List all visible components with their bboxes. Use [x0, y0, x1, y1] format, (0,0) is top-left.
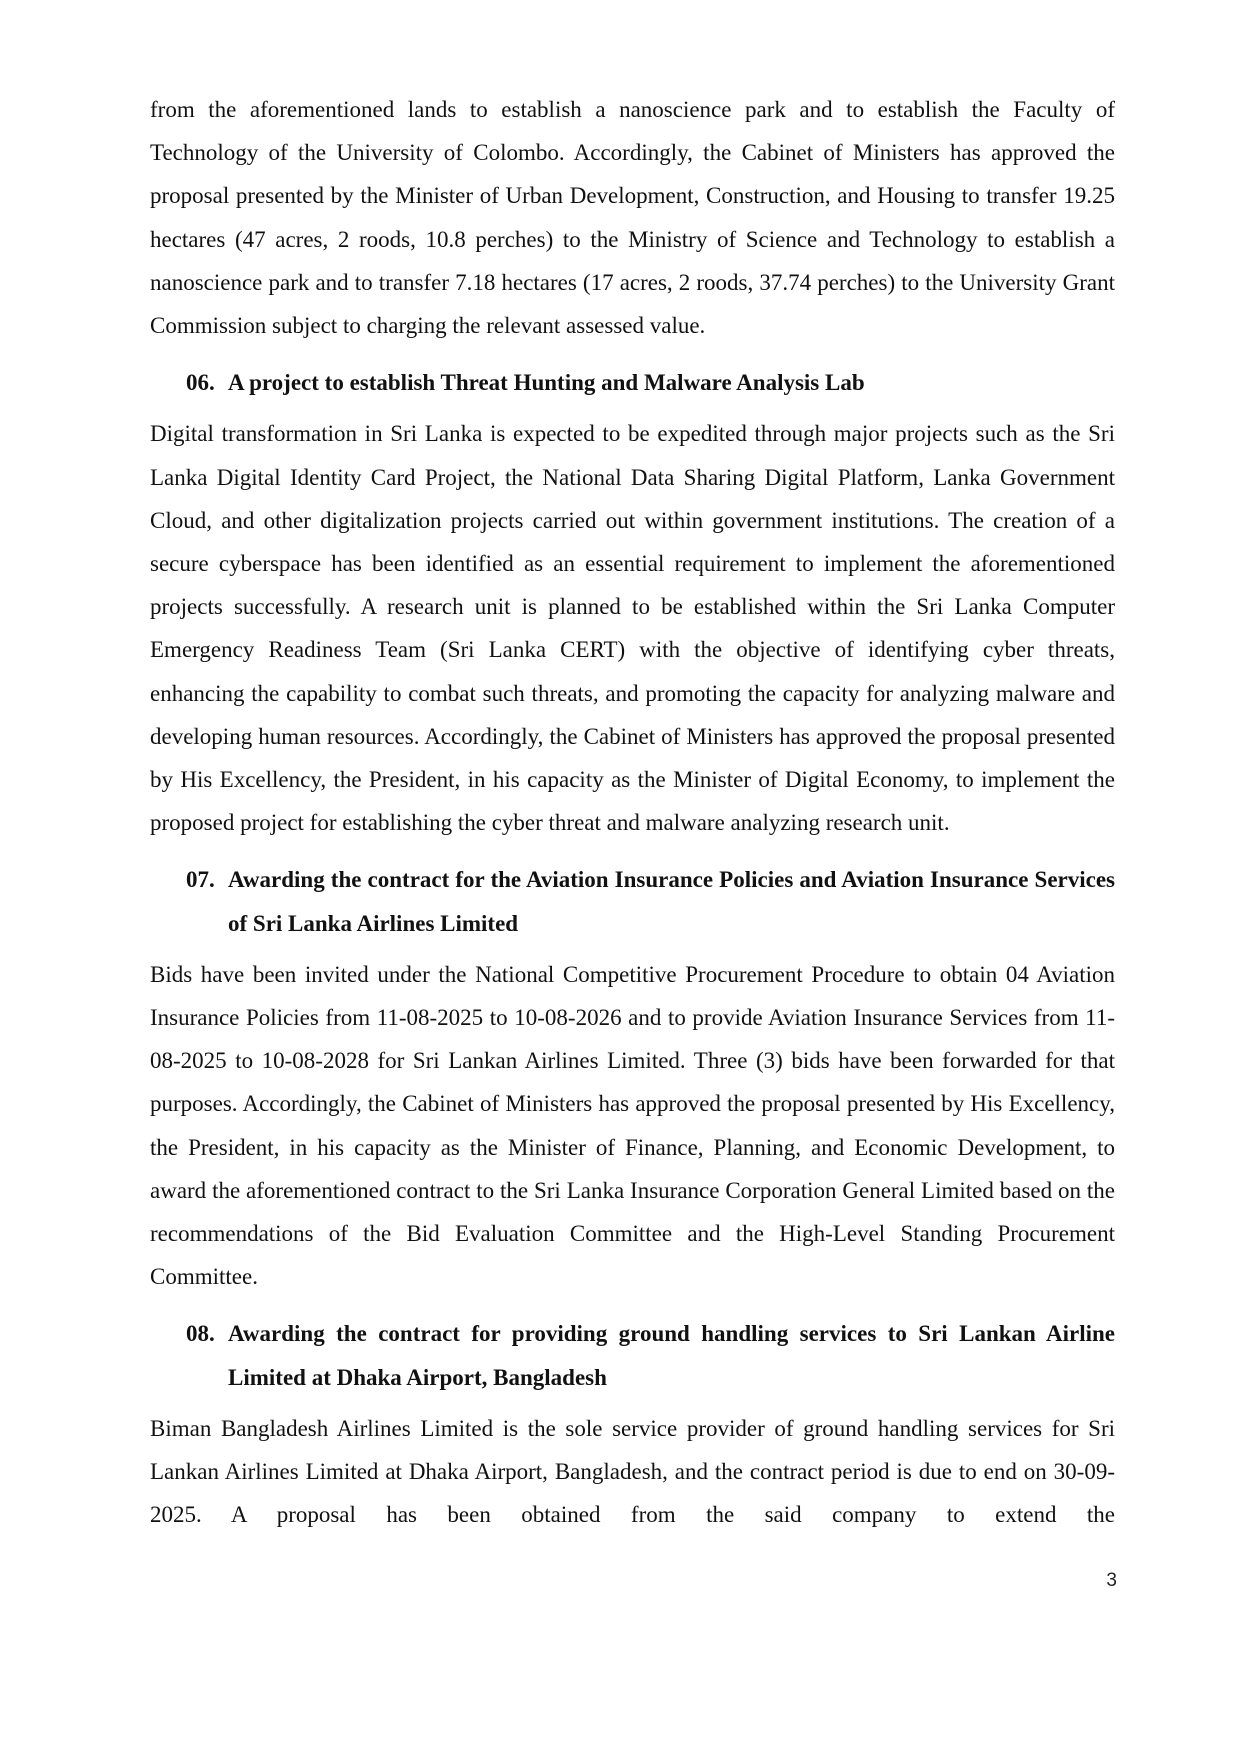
- section-06-number: 06.: [186, 370, 215, 396]
- section-06-title: A project to establish Threat Hunting and Malware Analysis Lab: [228, 370, 865, 396]
- document-page: [150, 88, 1115, 1551]
- section-07-body: Bids have been invited under the National Competitive Procurement Procedure to obtain 04 Aviation Insurance Policies from 11-08-2025 to 10-08-2026 and to provide Aviation Insurance Services from 11-08-2025 to 10-08-2028 for Sri Lankan Airlines Limited. Three (3) bids have been forwarded for that purposes. Accordingly, the Cabinet of Ministers has approved the proposal presented by His Excellency, the President, in his capacity as the Minister of Finance, Planning, and Economic Development, to award the aforementioned contract to the Sri Lanka Insurance Corporation General Limited based on the recommendations of the Bid Evaluation Committee and the High-Level Standing Procurement Committee.: [150, 961, 1115, 1290]
- section-08-title: Awarding the contract for providing ground handling services to Sri Lankan Airline Limited at Dhaka Airport, Bangladesh: [228, 1321, 1115, 1390]
- section-06-heading: [186, 361, 1115, 404]
- section-07-number: 07.: [186, 867, 215, 893]
- section-07-heading: [186, 858, 1115, 944]
- section-08-heading: [186, 1312, 1115, 1398]
- section-07-title: Awarding the contract for the Aviation Insurance Policies and Aviation Insurance Services of Sri Lanka Airlines Limited: [228, 867, 1115, 936]
- section-08-body: Biman Bangladesh Airlines Limited is the sole service provider of ground handling services for Sri Lankan Airlines Limited at Dhaka Airport, Bangladesh, and the contract period is due to end on 30-09-2025. A proposal has been obtained from the said company to extend the: [150, 1415, 1115, 1528]
- section-08-number: 08.: [186, 1321, 215, 1347]
- intro-paragraph: from the aforementioned lands to establish a nanoscience park and to establish the Faculty of Technology of the University of Colombo. Accordingly, the Cabinet of Ministers has approved the proposal presented by the Minister of Urban Development, Construction, and Housing to transfer 19.25 hectares (47 acres, 2 roods, 10.8 perches) to the Ministry of Science and Technology to establish a nanoscience park and to transfer 7.18 hectares (17 acres, 2 roods, 37.74 perches) to the University Grant Commission subject to charging the relevant assessed value.: [150, 97, 1115, 339]
- section-06-body: Digital transformation in Sri Lanka is expected to be expedited through major projects such as the Sri Lanka Digital Identity Card Project, the National Data Sharing Digital Platform, Lanka Government Cloud, and other digitalization projects carried out within government institutions. The creation of a secure cyberspace has been identified as an essential requirement to implement the aforementioned projects successfully. A research unit is planned to be established within the Sri Lanka Computer Emergency Readiness Team (Sri Lanka CERT) with the objective of identifying cyber threats, enhancing the capability to combat such threats, and promoting the capacity for analyzing malware and developing human resources. Accordingly, the Cabinet of Ministers has approved the proposal presented by His Excellency, the President, in his capacity as the Minister of Digital Economy, to implement the proposed project for establishing the cyber threat and malware analyzing research unit.: [150, 421, 1115, 836]
- page-number: 3: [1106, 1570, 1117, 1591]
